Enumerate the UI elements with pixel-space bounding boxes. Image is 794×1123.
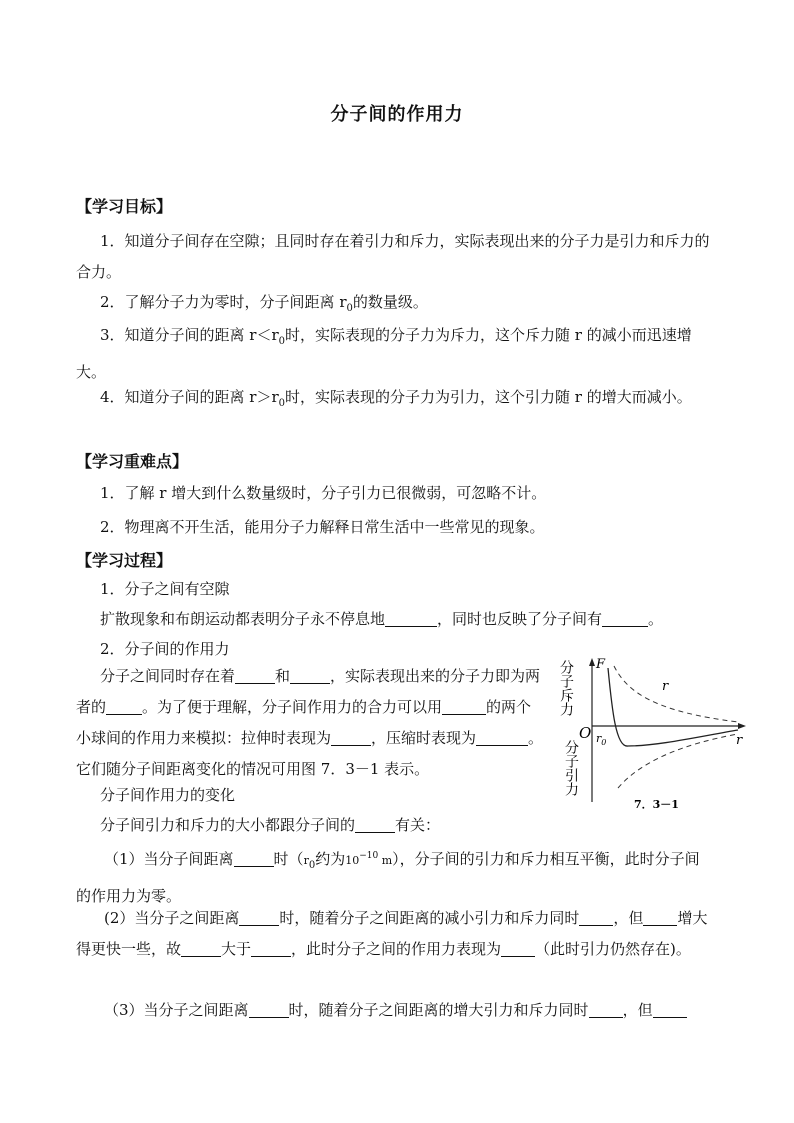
c3-text-a: （3）当分子之间距离 (104, 1001, 249, 1019)
condition-1 (76, 841, 710, 912)
key-point-2: 2．物理离不开生活，能用分子力解释日常生活中一些常见的现象。 (100, 518, 545, 536)
c2-text-c: ，但 (613, 909, 644, 927)
objective-2-subscript: 0 (346, 303, 353, 314)
condition-2 (76, 903, 710, 965)
fill-blank[interactable] (181, 941, 221, 957)
fill-blank[interactable] (235, 668, 275, 684)
objective-2-text-a: 2．了解分子力为零时，分子间距离 r (100, 293, 347, 311)
fill-blank[interactable] (234, 851, 274, 867)
section-heading-objectives: 【学习目标】 (76, 197, 173, 216)
c2-text-b: 时，随着分子之间距离的减小引力和斥力同时 (279, 909, 580, 927)
fill-blank[interactable] (643, 910, 677, 926)
objective-4-text-a: 4．知道分子间的距离 r＞r (100, 388, 279, 406)
fill-blank[interactable] (501, 941, 535, 957)
fill-blank[interactable] (331, 730, 371, 746)
fill-blank[interactable] (251, 941, 291, 957)
objective-2 (76, 287, 710, 324)
fill-blank[interactable] (385, 611, 437, 627)
c1-r-symbol: r (303, 854, 309, 867)
key-point-1: 1．了解 r 增大到什么数量级时，分子引力已很微弱，可忽略不计。 (100, 484, 547, 502)
c1-power-exponent: −10 (359, 851, 379, 861)
c2-text-f: ，此时分子之间的作用力表现为 (291, 940, 502, 958)
c1-text-d: ），分子间的引力和斥力相互平衡，此时分子间的作用力为零。 (76, 850, 700, 905)
fill-blank[interactable] (653, 1002, 687, 1018)
p2-text-b: 和 (275, 667, 291, 685)
objective-4-text-b: 时，实际表现的分子力为引力，这个引力随 r 的增大而减小。 (285, 388, 692, 406)
fill-blank[interactable] (589, 1002, 623, 1018)
fill-blank[interactable] (106, 699, 142, 715)
curve-r-label: r (662, 679, 669, 694)
process-paragraph-3 (76, 810, 710, 841)
c1-text-b: 时（ (273, 850, 304, 868)
process-paragraph-1 (76, 604, 710, 635)
r0-symbol: r (596, 732, 602, 745)
objective-1-text: 1．知道分子间存在空隙；且同时存在着引力和斥力，实际表现出来的分子力是引力和斥力的合力。 (76, 232, 710, 281)
p2-text-g: 。它们随分子间距离变化的情况可用图 7．3－1 表示。 (76, 729, 544, 778)
axis-repulsion-label: 分子斥力 (558, 660, 574, 716)
fill-blank[interactable] (249, 1002, 289, 1018)
resultant-force-curve (608, 668, 738, 746)
process-heading-1: 1．分子之间有空隙 (100, 580, 230, 598)
c2-text-g: （此时引力仍然存在)。 (535, 940, 691, 958)
objective-3 (76, 320, 710, 388)
section-heading-process: 【学习过程】 (76, 551, 173, 570)
objective-3-text-b: 时，实际表现的分子力为斥力，这个斥力随 r 的减小而迅速增大。 (76, 326, 692, 381)
fill-blank[interactable] (579, 910, 613, 926)
p3-text-a: 分子间引力和斥力的大小都跟分子间的 (100, 816, 356, 834)
objective-4 (76, 382, 710, 419)
process-paragraph-2 (76, 661, 544, 785)
c2-text-e: 大于 (221, 940, 252, 958)
axis-attraction-label: 分子引力 (563, 740, 579, 796)
condition-3 (76, 995, 710, 1026)
x-axis-arrow (738, 723, 746, 729)
process-heading-2: 2．分子间的作用力 (100, 640, 230, 658)
fill-blank[interactable] (476, 730, 528, 746)
process-heading-3: 分子间作用力的变化 (100, 786, 236, 804)
c1-unit: m (378, 854, 393, 867)
y-axis-arrow (589, 658, 595, 666)
p2-text-e: 的两个小球间的作用力来模拟：拉伸时表现为 (76, 698, 532, 747)
repulsion-curve (614, 666, 738, 722)
c1-text-c: 约为 (315, 850, 346, 868)
objective-1 (76, 226, 710, 288)
p2-text-d: 。为了便于理解，分子间作用力的合力可以用 (142, 698, 443, 716)
fill-blank[interactable] (442, 699, 486, 715)
p2-text-c: ，实际表现出来的分子力即为两者的 (76, 667, 541, 716)
c3-text-b: 时，随着分子之间距离的增大引力和斥力同时 (288, 1001, 589, 1019)
page-title: 分子间的作用力 (330, 104, 464, 125)
fill-blank[interactable] (239, 910, 279, 926)
p2-text-f: ，压缩时表现为 (371, 729, 477, 747)
molecular-force-figure (558, 650, 754, 811)
objective-3-text-a: 3．知道分子间的距离 r＜r (100, 326, 279, 344)
force-label: F (596, 657, 606, 672)
c3-text-c: ，但 (622, 1001, 653, 1019)
fill-blank[interactable] (602, 611, 648, 627)
origin-label: O (579, 724, 592, 742)
distance-axis-label: r (736, 733, 743, 748)
c1-power-base: 10 (345, 854, 360, 867)
p1-text-c: 。 (648, 610, 664, 628)
r0-subscript: 0 (601, 738, 607, 747)
p3-text-b: 有关： (395, 816, 441, 834)
objective-3-subscript: 0 (278, 336, 286, 347)
c1-text-a: （1）当分子间距离 (104, 850, 234, 868)
fill-blank[interactable] (290, 668, 330, 684)
objective-4-subscript: 0 (278, 398, 286, 409)
attraction-curve (618, 734, 738, 788)
c2-text-a: (2）当分子之间距离 (104, 909, 240, 927)
figure-caption: 7．3－1 (634, 798, 679, 811)
fill-blank[interactable] (355, 817, 395, 833)
c1-r-subscript: 0 (308, 860, 316, 871)
objective-2-text-b: 的数量级。 (352, 293, 428, 311)
p1-text-b: ，同时也反映了分子间有 (437, 610, 603, 628)
p1-text-a: 扩散现象和布朗运动都表明分子永不停息地 (100, 610, 386, 628)
section-heading-key-points: 【学习重难点】 (76, 452, 189, 471)
p2-text-a: 分子之间同时存在着 (100, 667, 236, 685)
r0-label (596, 732, 606, 747)
c2-text-d: 增大得更快一些，故 (76, 909, 708, 958)
